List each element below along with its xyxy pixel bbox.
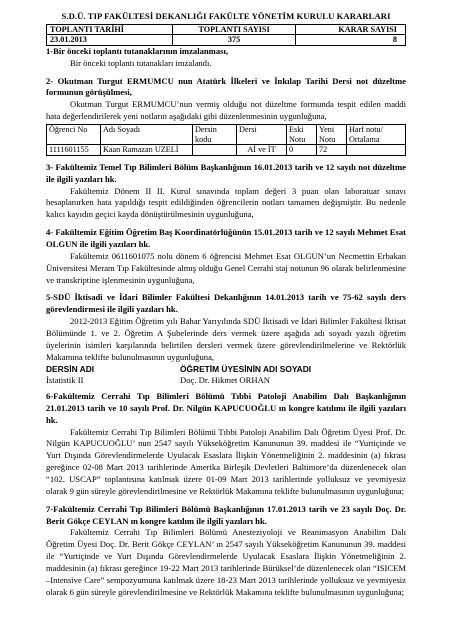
item3-text: Fakültemiz Dönem II II. Kurul sınavında toplam değeri 3 puan olan laboratuar sınavı hesaplanırken hata yapıldığı tespit edildiğinden öğrencilerin notları tamamen değişmiştir. Bu nedenle kalıcı kayıdın geçici kayda dönüştürülmesinin uygunluğuna,	[46, 185, 406, 220]
col-course: Dersi	[237, 125, 287, 145]
course-assignment-row	[46, 375, 406, 387]
course-assignment-header	[46, 364, 406, 376]
table-row	[47, 145, 406, 156]
col-letter-grade: Harf notu/ Ortalama	[347, 125, 406, 145]
col-new-grade: Yeni Notu	[317, 125, 347, 145]
course-name: Aİ ve İT	[237, 145, 287, 156]
item4-text: Fakültemiz 0611601075 nolu dönem 6 öğrencisi Mehmet Esat OLGUN’un Necmettin Erbakan Üniversitesi Meram Tıp Fakültesinde almış olduğu Genel Cerrahi staj notunun 96 olarak belirlenmesine ve transkriptine işlenmesinin uygunluğuna,	[46, 250, 406, 285]
item7-heading: 7-Fakültemiz Cerrahi Tıp Bilimleri Bölümü Başkanlığının 17.01.2013 tarih ve 23 sayılı Doç. Dr. Berit Gökçe CEYLAN ın kongre katılım ile ilgili yazıları hk.	[46, 503, 406, 526]
col-student-no: Öğrenci No	[47, 125, 101, 145]
item2-text: Okutman Turgut ERMUMCU’nun vermiş olduğu not düzeltme formunda tespit edilen maddi hata değerlendirilerek yeni notların aşağıdaki gibi düzenlenmesinin uygunluğuna,	[46, 99, 406, 122]
staff-column-label: ÖĞRETİM ÜYESİNİN ADI SOYADI	[180, 363, 312, 374]
meeting-info-table	[46, 24, 406, 46]
old-grade: 0	[287, 145, 317, 156]
item1-text: Bir önceki toplantı tutanakları imzalandı.	[70, 57, 212, 68]
document-title: S.D.Ü. TIP FAKÜLTESİ DEKANLIĞI FAKÜLTE YÖNETİM KURULU KARARLARI	[61, 11, 391, 21]
grade-correction-table	[46, 124, 406, 156]
letter-grade	[347, 145, 406, 156]
item6-heading: 6-Fakültemiz Cerrahi Tıp Bilimleri Bölümü Tıbbi Patoloji Anabilim Dalı Başkanlığının 21.01.2013 tarih ve 10 sayılı Prof. Dr. Nilgün KAPUCUOĞLU ın kongre katılımı ile ilgili yazıları hk.	[46, 391, 406, 425]
new-grade: 72	[317, 145, 347, 156]
item1-heading: 1-Bir önceki toplantı tutanaklarının imzalanması,	[46, 45, 229, 56]
meeting-date-label: TOPLANTI TARİHİ	[47, 24, 173, 35]
course-column-label: DERSİN ADI	[46, 363, 95, 374]
item6-text: Fakültemiz Cerrahi Tıp Bilimleri Bölümü Tıbbi Patoloji Anabilim Dalı Öğretim Üyesi Prof. Dr. Nilgün KAPUCUOĞLU’ nun 2547 sayılı Yükseköğretim Kanununun 39. maddesi ile “Yurtiçinde ve Yurt Dışında Görevlendirmelerde Uyulacak Esaslara İlişkin Yönetmeliğinin 2. maddesinin (a) fıkrası gereğince 02-08 Mart 2013 tarihlerinde Amerika Birleşik Devletleri Baltimore’da düzenlenecek olan “102. USCAP” toplantısına katılmak üzere 01-09 Mart 2013 tarihlerinde yolluksuz ve yevmiyesiz olarak 9 gün süreyle görevlendirilmesine ve Rektörlük Makamına teklifte bulunulmasının uygunluğuna;	[46, 426, 406, 496]
course-name: İstatistik II	[46, 375, 84, 386]
col-course-code: Dersin kodu	[193, 125, 237, 145]
item7-text: Fakültemiz Cerrahi Tıp Bilimleri Bölümü Anesteziyoloji ve Reanimasyon Anabilim Dalı Öğretim Üyesi Doç. Dr. Berit Gökçe CEYLAN’ ın 2547 sayılı Yükseköğretim Kanununun 39. maddesi ile “Yurtiçinde ve Yurt Dışında Görevlendirmelerde Uyulacak Esaslara İlişkin Yönetmeliğinin 2. maddesinin (a) fıkrası gereğince 19-22 Mart 2013 tarihlerinde Bürüksel’de düzenlenecek olan “ISICEM –Intensive Care” sempozyumuna katılmak üzere 18-23 Mart 2013 tarihlerinde yolluksuz ve yevmiyesiz olarak 6 gün süreyle görevlendirilmesine ve Rektörlük Makamına teklifte bulunulmasının uygunluğuna;	[46, 527, 406, 597]
staff-name: Doç. Dr. Hikmet ORHAN	[180, 375, 270, 386]
item3-heading: 3- Fakültemiz Temel Tıp Bilimleri Bölüm Başkanlığının 16.01.2013 tarih ve 12 sayılı not düzeltme ile ilgili yazıları hk.	[46, 161, 406, 184]
item5-text: 2012-2013 Eğitim Öğretim yılı Bahar Yarıyılında SDÜ İktisadi ve İdari Bilimler Fakültesi İktisat Bölümünde 1. ve 2. Öğretim A Şubelerinde ders vermek üzere aşağıda adı soyadı yazılı öğretim üyelerinin isimleri karşılarında belirtilen dersleri vermek üzere görevlendirilmelerine ve Rektörlük Makamına teklifte bulunulmasının uygunluğuna,	[46, 316, 406, 362]
meeting-number: 375	[173, 35, 295, 46]
col-name: Adı Soyadı	[101, 125, 193, 145]
item5-heading: 5-SDÜ İktisadi ve İdari Bilimler Fakültesi Dekanlığının 14.01.2013 tarih ve 75-62 sayılı ders görevlendirmesi ile ilgili yazıları hk.	[46, 292, 406, 315]
decision-number: 8	[295, 35, 405, 46]
student-name: Kaan Ramazan UZELİ	[101, 145, 193, 156]
meeting-date: 23.01.2013	[47, 35, 173, 46]
meeting-number-label: TOPLANTI SAYISI	[173, 24, 295, 35]
course-code	[193, 145, 237, 156]
item2-heading: 2- Okutman Turgut ERMUMCU nun Atatürk İlkeleri ve İnkılap Tarihi Dersi not düzeltme formunun görüşülmesi,	[46, 75, 406, 98]
col-old-grade: Eski Notu	[287, 125, 317, 145]
grade-table-header-row	[47, 125, 406, 145]
decision-number-label: KARAR SAYISI	[295, 24, 405, 35]
student-no: 1111601155	[47, 145, 101, 156]
item4-heading: 4- Fakültemiz Eğitim Öğretim Baş Koordinatörlüğünün 15.01.2013 tarih ve 12 sayılı Mehmet Esat OLGUN ile ilgili yazıları hk.	[46, 227, 406, 249]
